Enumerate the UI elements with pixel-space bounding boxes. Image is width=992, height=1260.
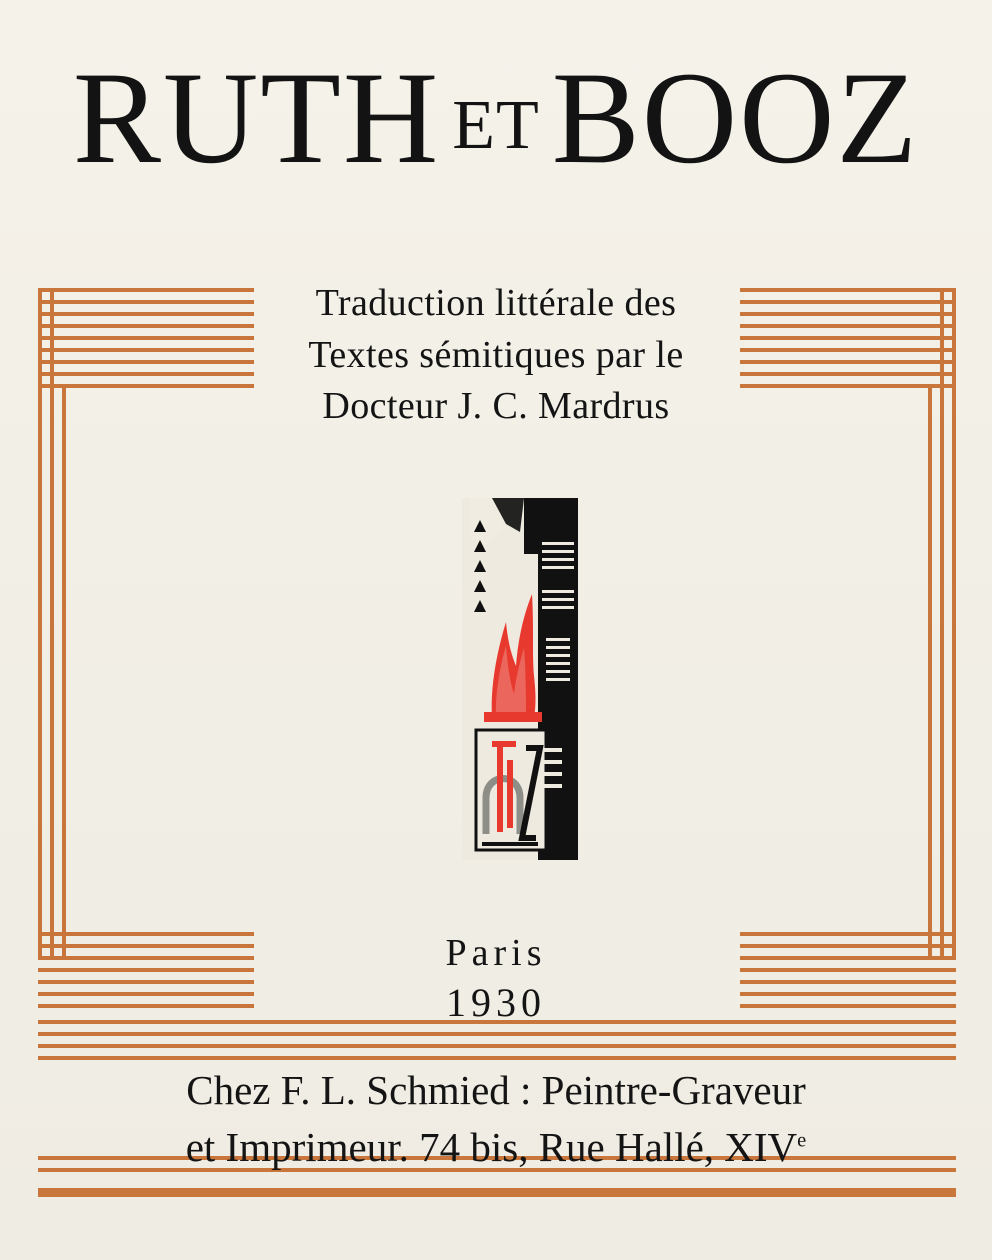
page-title	[0, 44, 992, 191]
publisher-line-1: Chez F. L. Schmied : Peintre-Graveur	[186, 1067, 806, 1113]
subtitle-line-2: Textes sémitiques par le	[308, 333, 684, 376]
publisher-block	[0, 1062, 992, 1177]
subtitle-line-3: Docteur J. C. Mardrus	[322, 385, 670, 428]
publisher-line-2	[0, 1119, 992, 1176]
title-word-booz: BOOZ	[551, 44, 920, 191]
imprint-city: Paris	[445, 932, 547, 974]
title-word-ruth: RUTH	[72, 44, 441, 191]
title-conjunction: ET	[452, 87, 540, 164]
publisher-address: et Imprimeur. 74 bis, Rue Hallé, XIV	[185, 1124, 798, 1171]
art-deco-woodcut-column-icon	[462, 498, 578, 860]
imprint-block	[0, 930, 992, 1028]
publisher-ordinal-suffix: e	[797, 1129, 807, 1152]
subtitle-line-1: Traduction littérale des	[315, 282, 677, 324]
subtitle-block	[0, 278, 992, 433]
imprint-year: 1930	[446, 979, 546, 1025]
